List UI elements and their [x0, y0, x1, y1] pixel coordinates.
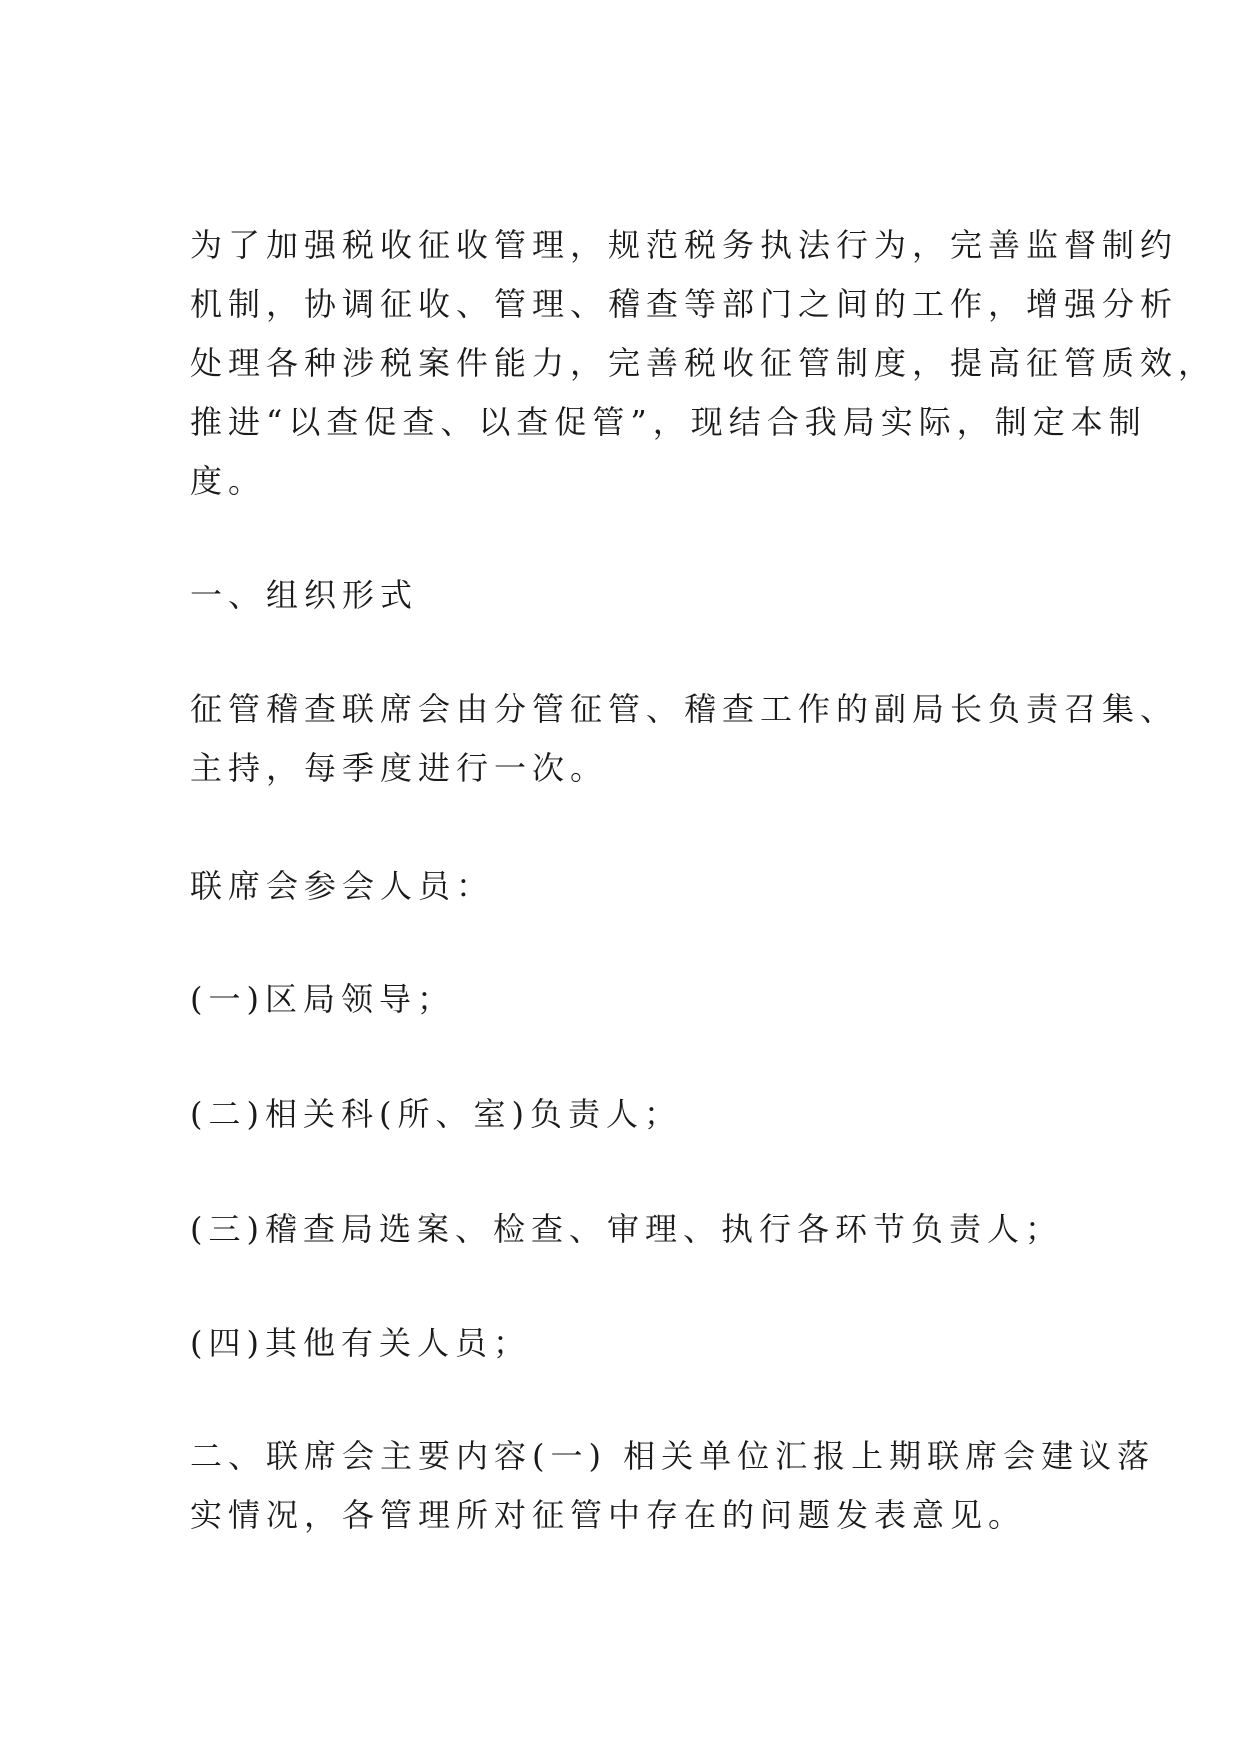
- section2-line: 实情况，各管理所对征管中存在的问题发表意见。: [190, 1496, 1027, 1534]
- section-heading-organization: [190, 566, 418, 625]
- member-item: [190, 1200, 1063, 1259]
- members-heading: [190, 857, 494, 916]
- member-item: [190, 1085, 682, 1144]
- intro-paragraph: [190, 216, 1216, 511]
- intro-line: 度。: [190, 462, 267, 500]
- intro-line: 推进“以查促查、以查促管”，现结合我局实际，制定本制: [190, 403, 1147, 441]
- section2-line: 二、联席会主要内容(一) 相关单位汇报上期联席会建议落: [190, 1437, 1156, 1475]
- section-heading-text: 一、组织形式: [190, 576, 419, 614]
- intro-line: 为了加强税收征收管理，规范税务执法行为，完善监督制约: [190, 226, 1179, 264]
- member-item: [190, 970, 455, 1029]
- organization-line: 征管稽查联席会由分管征管、稽查工作的副局长负责召集、: [190, 690, 1179, 728]
- member-item-text: (二)相关科(所、室)负责人；: [190, 1095, 682, 1133]
- member-item-text: (四)其他有关人员；: [190, 1324, 531, 1362]
- member-item-text: (一)区局领导；: [190, 980, 455, 1018]
- member-item: [190, 1314, 531, 1373]
- member-item-text: (三)稽查局选案、检查、审理、执行各环节负责人；: [190, 1210, 1063, 1248]
- organization-line: 主持，每季度进行一次。: [190, 749, 609, 787]
- intro-line: 处理各种涉税案件能力，完善税收征管制度，提高征管质效，: [190, 344, 1217, 382]
- intro-line: 机制，协调征收、管理、稽查等部门之间的工作，增强分析: [190, 285, 1179, 323]
- organization-paragraph: [190, 680, 1178, 798]
- section-main-content-paragraph: [190, 1427, 1155, 1545]
- members-heading-text: 联席会参会人员：: [190, 867, 495, 905]
